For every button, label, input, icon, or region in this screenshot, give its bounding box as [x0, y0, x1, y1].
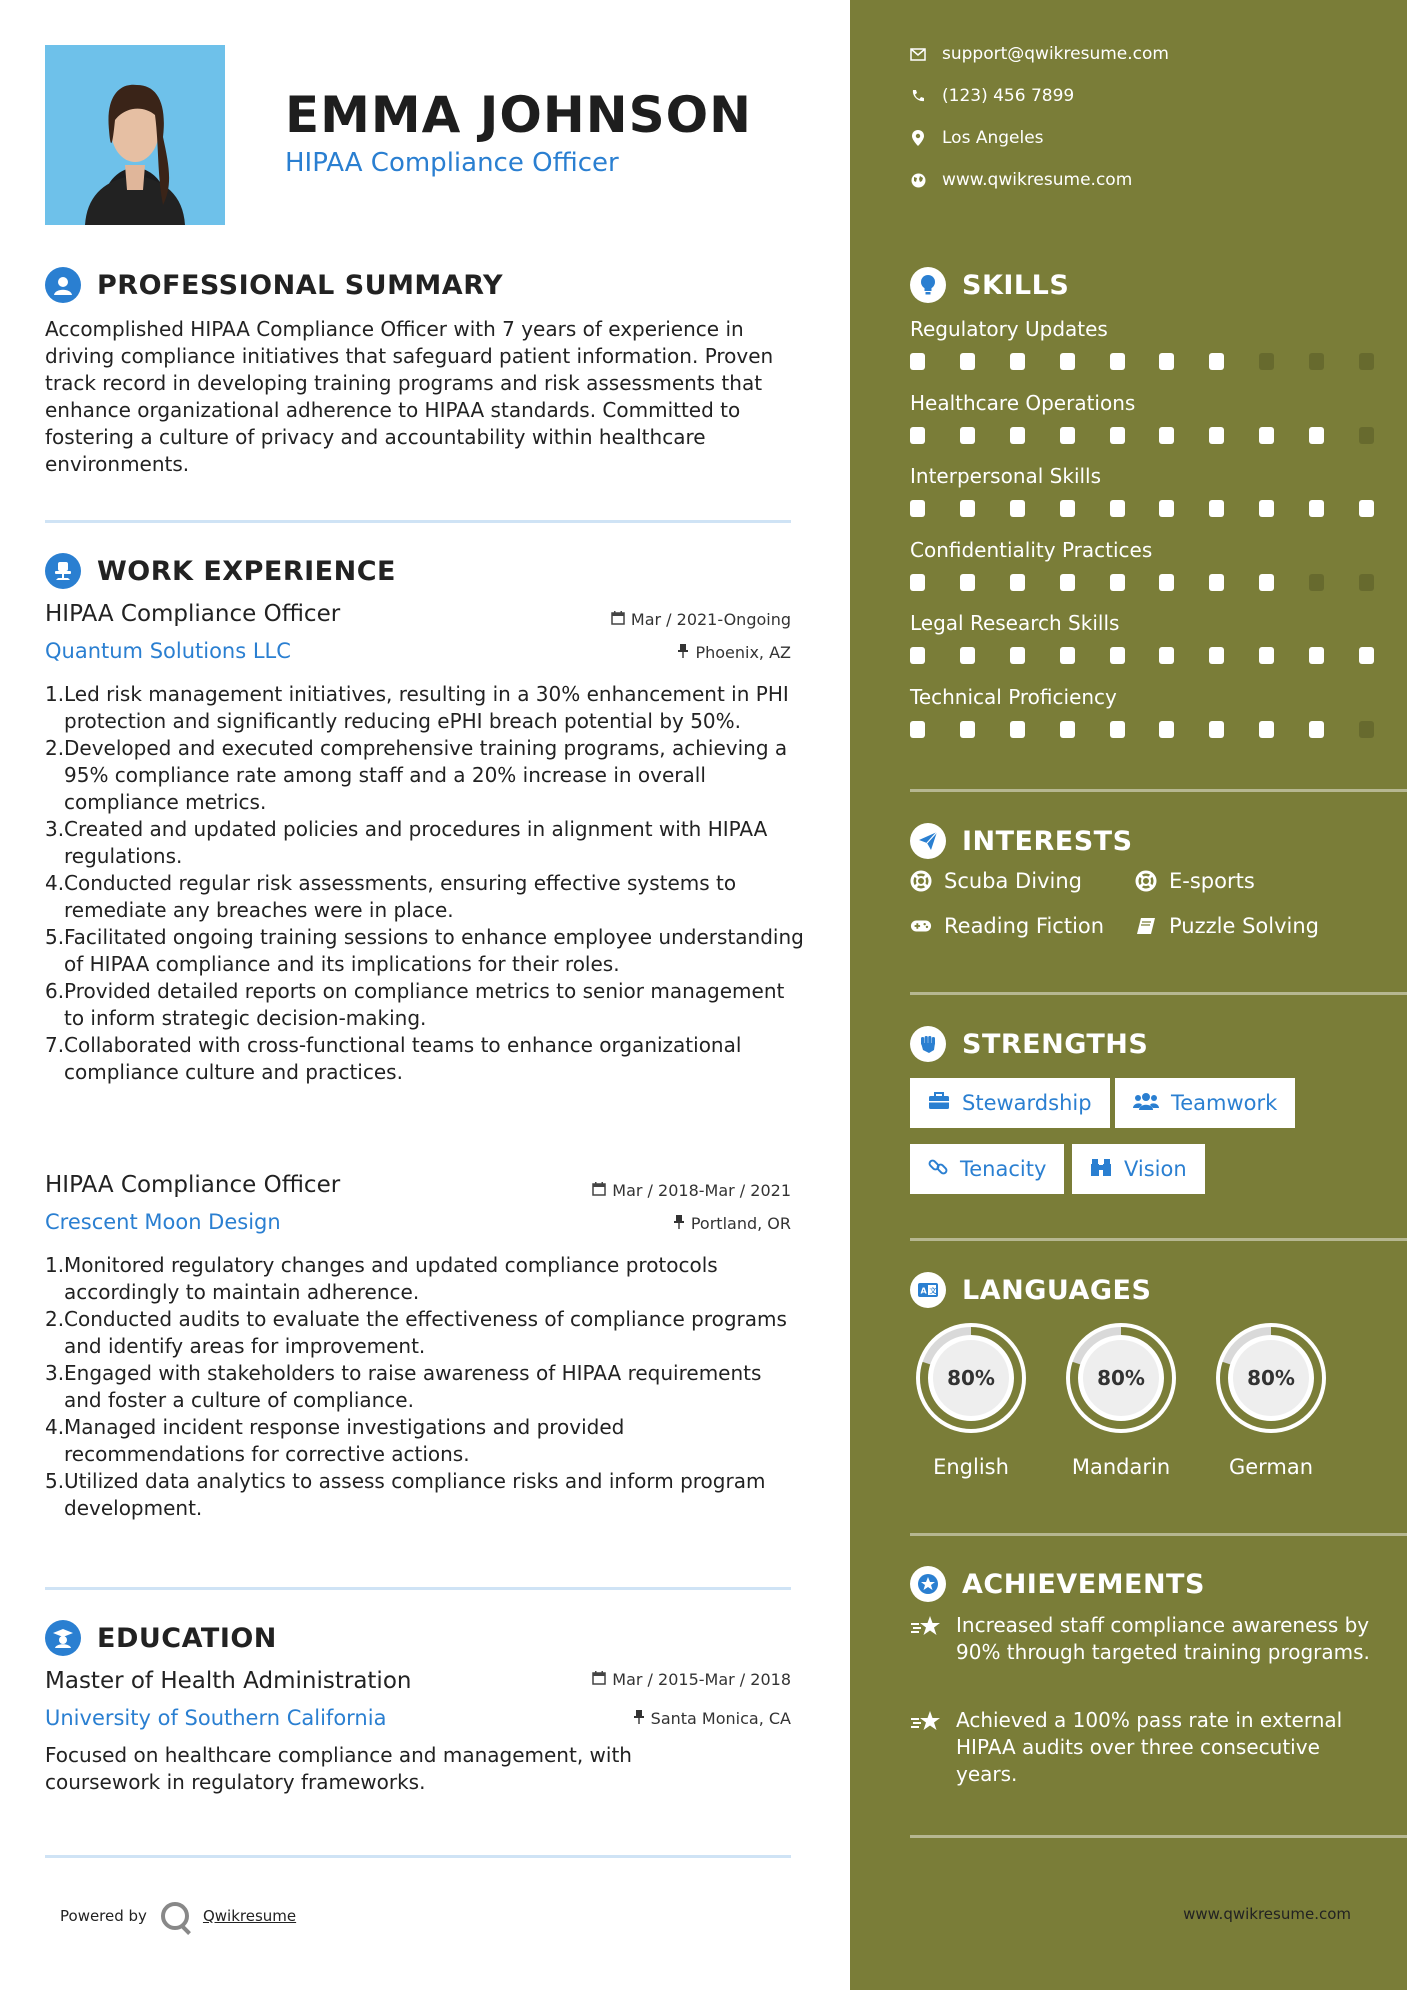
sidebar — [850, 0, 1407, 1990]
achievement-item — [910, 1707, 1370, 1788]
language-item — [910, 1317, 1032, 1479]
summary-heading: PROFESSIONAL SUMMARY — [97, 269, 504, 301]
skill-dot-filled — [1259, 500, 1274, 517]
skill-dot-filled — [1060, 647, 1075, 664]
skill-dot-filled — [1309, 721, 1324, 738]
interest-label: Scuba Diving — [944, 869, 1082, 893]
achievement-item — [910, 1612, 1370, 1666]
job-title: HIPAA Compliance Officer — [45, 601, 341, 627]
skill-dot-filled — [960, 427, 975, 444]
skill-dot-filled — [1159, 353, 1174, 370]
strength-label: Tenacity — [960, 1157, 1047, 1181]
skill-dot-filled — [1110, 427, 1125, 444]
skill-dot-filled — [960, 647, 975, 664]
skill-dot-filled — [1259, 647, 1274, 664]
svg-text:A: A — [920, 1286, 927, 1296]
languages-heading: LANGUAGES — [962, 1274, 1152, 1306]
list-item: Conducted audits to evaluate the effectiveness of compliance programs and identify areas for improvement. — [64, 1307, 787, 1358]
skill-dot-filled — [960, 721, 975, 738]
strength-tag — [910, 1078, 1110, 1128]
education-text: Focused on healthcare compliance and management, with coursework in regulatory frameworks. — [45, 1743, 632, 1794]
list-item: Facilitated ongoing training sessions to enhance employee understanding of HIPAA compliance and its implications for their roles. — [64, 925, 804, 976]
skill-dot-empty — [1359, 353, 1374, 370]
language-progress-ring — [910, 1317, 1032, 1439]
achievement-text: Increased staff compliance awareness by 90% through targeted training programs. — [956, 1613, 1370, 1664]
skill-dot-filled — [1209, 353, 1224, 370]
skill-level-dots — [910, 647, 1374, 664]
strength-label: Stewardship — [962, 1091, 1092, 1115]
list-item: Created and updated policies and procedures in alignment with HIPAA regulations. — [64, 817, 768, 868]
calendar-icon — [611, 610, 625, 629]
skill-dot-empty — [1359, 574, 1374, 591]
skill-dot-filled — [1110, 647, 1125, 664]
skill-dot-filled — [1010, 353, 1025, 370]
language-progress-ring — [1210, 1317, 1332, 1439]
list-item: Developed and executed comprehensive training programs, achieving a 95% compliance rate among staff and a 20% increase in overall compliance metrics. — [64, 736, 788, 814]
job-location-text: Portland, OR — [690, 1214, 791, 1233]
language-item — [1210, 1317, 1332, 1479]
job-date-text: Mar / 2018-Mar / 2021 — [612, 1181, 791, 1200]
graduate-icon — [45, 1620, 81, 1656]
skill-dot-filled — [1209, 647, 1224, 664]
job-bullets — [45, 681, 805, 1086]
language-percent-label: 80% — [1247, 1366, 1295, 1390]
section-divider — [910, 992, 1407, 995]
strengths-heading: STRENGTHS — [962, 1028, 1149, 1060]
interest-item — [1135, 869, 1255, 893]
education-date-text: Mar / 2015-Mar / 2018 — [612, 1670, 791, 1689]
skill-dot-filled — [910, 353, 925, 370]
strength-tag — [1072, 1144, 1205, 1194]
achievement-text: Achieved a 100% pass rate in external HIPAA audits over three consecutive years. — [956, 1708, 1343, 1786]
skill-dot-filled — [1010, 721, 1025, 738]
skill-dot-filled — [910, 721, 925, 738]
skill-dot-filled — [1060, 353, 1075, 370]
binoculars-icon — [1090, 1157, 1112, 1182]
interest-item — [1135, 914, 1319, 938]
interest-label: E-sports — [1169, 869, 1255, 893]
list-item: Engaged with stakeholders to raise awareness of HIPAA requirements and foster a culture of compliance. — [64, 1361, 762, 1412]
summary-header — [45, 267, 503, 303]
school-name: University of Southern California — [45, 1706, 387, 1730]
language-name: English — [933, 1455, 1009, 1479]
experience-heading: WORK EXPERIENCE — [97, 555, 396, 587]
skill-dot-empty — [1359, 427, 1374, 444]
language-percent-label: 80% — [1097, 1366, 1145, 1390]
skill-dot-filled — [1159, 500, 1174, 517]
section-divider — [910, 1835, 1407, 1838]
office-chair-icon — [45, 553, 81, 589]
skill-dot-filled — [960, 353, 975, 370]
skill-dot-filled — [1209, 500, 1224, 517]
section-divider — [910, 789, 1407, 792]
skill-dot-empty — [1259, 353, 1274, 370]
education-location — [633, 1709, 791, 1728]
skill-dot-filled — [910, 647, 925, 664]
section-divider — [45, 1855, 791, 1858]
pin-icon — [673, 1214, 685, 1233]
skills-header — [910, 267, 1069, 303]
qwikresume-logo-icon — [161, 1902, 189, 1930]
list-item: Collaborated with cross-functional teams to enhance organizational compliance culture and practices. — [64, 1033, 742, 1084]
list-item: Provided detailed reports on compliance metrics to senior management to inform strategic decision-making. — [64, 979, 785, 1030]
interest-label: Puzzle Solving — [1169, 914, 1319, 938]
powered-by — [60, 1902, 296, 1930]
language-name: German — [1228, 1455, 1314, 1479]
skill-name: Legal Research Skills — [910, 611, 1120, 635]
skill-dot-filled — [1309, 647, 1324, 664]
svg-text:文: 文 — [929, 1287, 937, 1295]
skills-heading: SKILLS — [962, 269, 1070, 301]
interests-header — [910, 823, 1133, 859]
phone-icon — [910, 88, 926, 104]
users-icon — [1133, 1091, 1159, 1115]
user-icon — [45, 267, 81, 303]
envelope-icon — [910, 46, 926, 62]
language-icon — [910, 1272, 946, 1308]
section-divider — [45, 1587, 791, 1590]
footer-website[interactable]: www.qwikresume.com — [1183, 1905, 1351, 1923]
link-icon — [928, 1157, 948, 1182]
profile-photo — [45, 45, 225, 225]
skill-name: Technical Proficiency — [910, 684, 1117, 709]
skill-name: Healthcare Operations — [910, 390, 1136, 415]
skill-level-dots — [910, 721, 1374, 738]
skill-dot-filled — [1010, 500, 1025, 517]
strength-tag — [1115, 1078, 1295, 1128]
list-item: Conducted regular risk assessments, ensuring effective systems to remediate any breaches were in place. — [64, 871, 737, 922]
job-date — [592, 1181, 791, 1200]
skill-dot-filled — [1010, 647, 1025, 664]
skill-level-dots — [910, 427, 1374, 444]
list-item: Managed incident response investigations and provided recommendations for corrective actions. — [64, 1415, 625, 1466]
job-title: HIPAA Compliance Officer — [45, 1172, 341, 1198]
education-location-text: Santa Monica, CA — [650, 1709, 791, 1728]
life-ring-icon — [910, 870, 932, 892]
pin-icon — [633, 1709, 645, 1728]
contact-website[interactable] — [910, 170, 1132, 190]
section-divider — [910, 1238, 1407, 1241]
skill-level-dots — [910, 500, 1374, 517]
list-item: Utilized data analytics to assess compliance risks and inform program development. — [64, 1469, 766, 1520]
experience-header — [45, 553, 396, 589]
skill-level-dots — [910, 353, 1374, 370]
skill-dot-filled — [910, 500, 925, 517]
powered-by-label: Powered by — [60, 1907, 147, 1925]
skill-name: Interpersonal Skills — [910, 464, 1102, 488]
job-location-text: Phoenix, AZ — [695, 643, 791, 662]
job-location — [673, 1214, 791, 1233]
gamepad-icon — [910, 915, 932, 937]
interests-heading: INTERESTS — [962, 825, 1133, 857]
skill-name: Regulatory Updates — [910, 317, 1108, 341]
skill-dot-filled — [1159, 721, 1174, 738]
skill-dot-filled — [1010, 574, 1025, 591]
language-item — [1060, 1317, 1182, 1479]
contact-location — [910, 128, 1044, 148]
strength-tag — [910, 1144, 1064, 1194]
briefcase-icon — [928, 1091, 950, 1115]
languages-header — [910, 1272, 1151, 1308]
contact-location-text: Los Angeles — [942, 128, 1044, 148]
education-header — [45, 1620, 277, 1656]
qwikresume-link[interactable]: Qwikresume — [202, 1907, 297, 1925]
life-ring-icon — [1135, 870, 1157, 892]
skill-dot-filled — [1110, 353, 1125, 370]
skill-dot-filled — [1159, 574, 1174, 591]
language-name: Mandarin — [1071, 1455, 1171, 1479]
globe-icon — [910, 172, 926, 188]
contact-phone[interactable] — [910, 86, 1074, 106]
skill-dot-filled — [1259, 427, 1274, 444]
language-percent-label: 80% — [947, 1366, 995, 1390]
contact-email[interactable] — [910, 44, 1169, 64]
language-progress-ring — [1060, 1317, 1182, 1439]
job-location — [677, 643, 791, 662]
section-divider — [45, 520, 791, 523]
skill-level-dots — [910, 574, 1374, 591]
skill-dot-filled — [1060, 427, 1075, 444]
skill-dot-filled — [1110, 574, 1125, 591]
calendar-icon — [592, 1181, 606, 1200]
candidate-name: EMMA JOHNSON — [285, 86, 752, 144]
interest-label: Reading Fiction — [944, 914, 1105, 938]
skill-dot-filled — [1060, 500, 1075, 517]
interest-item — [910, 869, 1082, 893]
company-name: Crescent Moon Design — [45, 1210, 281, 1234]
skill-dot-filled — [1060, 721, 1075, 738]
contact-email-text: support@qwikresume.com — [942, 44, 1169, 64]
list-item: Led risk management initiatives, resulting in a 30% enhancement in PHI protection and significantly reducing ePHI breach potential by 50%. — [64, 682, 789, 733]
company-name: Quantum Solutions LLC — [45, 639, 291, 663]
contact-website-text: www.qwikresume.com — [942, 170, 1133, 190]
skill-dot-filled — [910, 574, 925, 591]
skill-dot-filled — [1259, 574, 1274, 591]
skill-dot-filled — [960, 500, 975, 517]
skill-dot-empty — [1359, 721, 1374, 738]
candidate-title: HIPAA Compliance Officer — [285, 148, 619, 178]
skill-dot-filled — [1259, 721, 1274, 738]
skill-dot-filled — [1309, 500, 1324, 517]
skill-dot-filled — [910, 427, 925, 444]
skill-dot-filled — [1209, 427, 1224, 444]
summary-text: Accomplished HIPAA Compliance Officer with 7 years of experience in driving compliance initiatives that safeguard patient information. Proven track record in developing training programs and risk assessments that enhance organizational adherence to HIPAA standards. Committed to fostering a culture of privacy and accountability within healthcare environments. — [45, 317, 774, 476]
achievements-heading: ACHIEVEMENTS — [962, 1568, 1205, 1600]
paper-plane-icon — [910, 823, 946, 859]
skill-dot-empty — [1309, 353, 1324, 370]
shooting-star-icon — [910, 1612, 942, 1666]
skill-dot-filled — [1010, 427, 1025, 444]
skill-dot-filled — [1209, 574, 1224, 591]
skill-dot-filled — [1209, 721, 1224, 738]
skill-dot-filled — [1309, 427, 1324, 444]
skill-dot-filled — [1359, 647, 1374, 664]
job-date-text: Mar / 2021-Ongoing — [630, 610, 791, 629]
skill-dot-filled — [1359, 500, 1374, 517]
calendar-icon — [592, 1670, 606, 1689]
job-bullets — [45, 1252, 805, 1522]
skill-dot-filled — [1110, 500, 1125, 517]
contact-phone-text: (123) 456 7899 — [942, 86, 1075, 106]
pin-icon — [677, 643, 689, 662]
lightbulb-icon — [910, 267, 946, 303]
fist-icon — [910, 1026, 946, 1062]
achievements-header — [910, 1566, 1205, 1602]
job-date — [611, 610, 791, 629]
education-date — [592, 1670, 791, 1689]
skill-dot-filled — [1110, 721, 1125, 738]
strength-label: Teamwork — [1171, 1091, 1278, 1115]
skill-dot-filled — [1060, 574, 1075, 591]
map-marker-icon — [910, 130, 926, 146]
interest-item — [910, 914, 1104, 938]
education-heading: EDUCATION — [97, 1622, 277, 1654]
strengths-header — [910, 1026, 1148, 1062]
section-divider — [910, 1533, 1407, 1536]
star-badge-icon — [910, 1566, 946, 1602]
list-item: Monitored regulatory changes and updated compliance protocols accordingly to maintain adherence. — [64, 1253, 718, 1304]
book-icon — [1135, 915, 1157, 937]
strength-label: Vision — [1124, 1157, 1187, 1181]
shooting-star-icon — [910, 1707, 942, 1788]
skill-dot-empty — [1309, 574, 1324, 591]
degree-name: Master of Health Administration — [45, 1668, 412, 1694]
skill-dot-filled — [1159, 427, 1174, 444]
skill-dot-filled — [1159, 647, 1174, 664]
skill-name: Confidentiality Practices — [910, 537, 1153, 562]
skill-dot-filled — [960, 574, 975, 591]
